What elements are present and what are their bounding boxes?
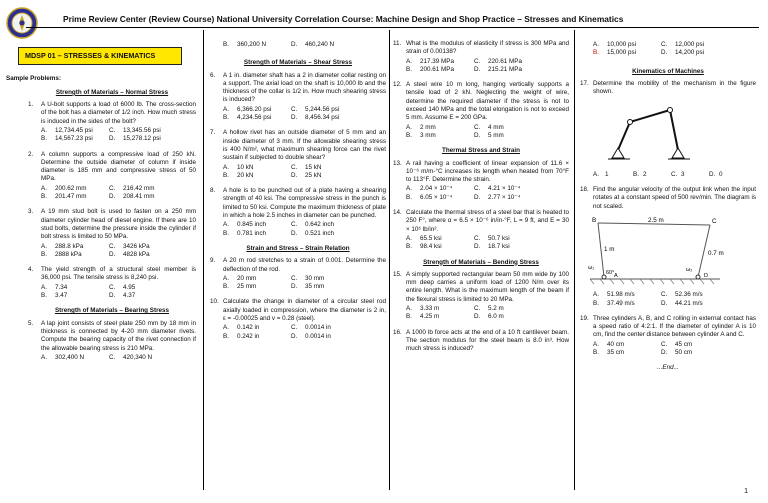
question-text: A steel wire 10 m long, hanging vertically supports a tensile load of 2 kN. Neglecting the weight of wire, determine the required diameter if the stress is not to exceed 140 MPa and the total elongation is not to exceed 5 mm. Assume E = 200 GPa. [406,81,569,122]
question-number: 16. [393,328,402,336]
label-d: D [704,272,708,279]
answer-options: A. 217.39 MPa C. 220.61 MPa B. 200.61 MPa D. 215.21 MPa [406,57,522,73]
section-bearing-stress: Strength of Materials – Bearing Stress [54,307,170,315]
question-14 [393,209,569,251]
question-9 [210,257,386,291]
question-text: Calculate the thermal stress of a steel bar that is heated to 250 F°, where α = 6.5 × 10⁻⁶ in/in-°F, L = 9 ft, and E = 30 × 10⁶ lb/in². [406,209,569,233]
question-number: 13. [393,159,402,167]
answer-options: A. 7.34 C. 4.95 B. 3.47 D. 4.37 [41,283,136,300]
question-number: 9. [210,257,216,265]
question-text: A U-bolt supports a load of 6000 lb. The cross-section of the bolt has a diameter of 1/2 inch. How much stress is induced in the sides of the bolt? [41,101,196,125]
label-ab-length: 1 m [604,245,615,253]
question-number: 15. [393,270,402,278]
answer-options: A. 20 mm C. 30 mm B. 25 mm D. 35 mm [223,274,325,291]
question-number: 3. [28,208,34,216]
question-7 [210,129,386,180]
answer-options: A. 51.98 m/s C. 52.36 m/s B. 37.49 m/s D. 44.21 m/s [593,291,703,307]
question-number: 14. [393,209,402,217]
question-11 [393,40,569,74]
section-thermal: Thermal Stress and Strain [441,147,521,155]
question-number: 7. [210,129,216,137]
question-16 [393,329,569,354]
header-rule [26,27,759,28]
question-text: A rail having a coefficient of linear expansion of 11.6 × 10⁻⁶ m/m-°C increases its length when heated from 70°F to 113°F. Determine the strain. [406,159,569,184]
answer-options: A. 200.62 mm C. 216.42 mm B. 201.47 mm D. 208.41 mm [41,184,155,201]
question-number: 5. [28,319,34,327]
label-angle: 60° [606,269,615,276]
question-text: Determine the mobility of the mechanism in the figure shown. [593,79,756,96]
question-number: 17. [580,79,589,87]
column-4 [580,40,756,488]
question-number: 18. [580,186,589,194]
question-text: Three cylinders A, B, and C rolling in external contact has a speed ratio of 4:2:1. If the diameter of cylinder A is 10 cm, find the center distance between cylinder A and C. [593,314,756,339]
question-number: 19. [580,314,589,322]
answer-options: A. 2.04 × 10⁻⁴ C. 4.21 × 10⁻⁴ B. 6.05 × 10⁻⁴ D. 2.77 × 10⁻⁴ [406,185,521,201]
answer-options: A. 3.33 m C. 5.2 m B. 4.25 m D. 6.0 m [406,305,504,321]
question-number: 1. [28,101,34,109]
question-text: A 20 m rod stretches to a strain of 0.001. Determine the deflection of the rod. [223,257,386,273]
four-bar-linkage-diagram [580,213,750,287]
answer-options: A. 40 cm C. 45 cm B. 35 cm D. 50 cm [593,340,693,357]
question-number: 4. [28,266,34,274]
module-badge: MDSP 01 – STRESSES & KINEMATICS [18,47,182,65]
column-divider [389,30,390,490]
question-text: A 1 in. diameter shaft has a 2 in diameter collar resting on a support. The axial load on the shaft is 10,000 lb and the thickness of the collar is 1/2 in. How much shearing stress is induced? [223,71,386,104]
end-marker: ...End... [657,364,679,372]
answer-options: A. 10 kN C. 15 kN B. 20 kN D. 25 kN [223,163,322,179]
question-10 [210,298,386,340]
question-1 [28,101,196,143]
column-divider [203,30,204,490]
question-19 [580,315,756,357]
answer-options-continued: A. 10,000 psi C. 12,000 psi B. 15,000 psi D. 14,200 psi [593,41,705,57]
question-12 [393,81,569,140]
question-number: 11. [393,40,402,47]
mechanism-diagram [600,102,700,162]
question-6 [210,72,386,123]
label-c: C [712,217,717,225]
answer-options: A. 65.5 ksi C. 50.7 ksi B. 98.4 ksi D. 18.7 ksi [406,234,510,251]
question-text: The yield strength of a structural steel member is 36,000 psi. The tensile stress is 8,240 psi. [41,266,196,282]
question-18 [580,186,756,211]
answer-options: A. 12,734.45 psi C. 13,345.56 psi B. 14,567.23 psi D. 15,278.12 psi [41,126,161,143]
answer-options: A. 302,400 N C. 420,340 N [41,353,153,361]
question-17 [580,80,756,97]
column-3 [393,40,569,488]
sample-problems-heading: Sample Problems: [6,74,61,82]
answer-options: A. 288.8 kPa C. 3426 kPa B. 2888 kPa D. 4828 kPa [41,242,150,258]
question-number: 6. [210,71,216,79]
question-number: 8. [210,187,216,195]
question-2 [28,151,196,202]
question-number: 10. [210,298,219,306]
question-4 [28,266,196,300]
answer-options: A. 0.845 inch C. 0.642 inch B. 0.781 inch D. 0.521 inch [223,221,335,237]
answer-options: A. 6,366.20 psi C. 5,244.56 psi B. 4,234.56 psi D. 8,456.34 psi [223,105,340,122]
column-2 [210,40,386,488]
question-text: A 1000 lb force acts at the end of a 10 ft cantilever beam. The section modulus for the steel beam is 8.0 in³. How much stress is induced? [406,328,569,353]
column-divider [574,30,575,490]
answer-options: A. 0.142 in C. 0.0014 in B. 0.242 in D. 0.0014 in [223,324,331,340]
answer-options: A. 2 mm C. 4 mm B. 3 mm D. 5 mm [406,123,504,139]
question-text: A lap joint consists of steel plate 250 mm by 18 mm in thickness is connected by 4-20 mm diameter rivets. Compute the bearing capacity of the rivet connection if the allowable bearing stress is 210 MPa. [41,319,196,352]
question-text: A simply supported rectangular beam 50 mm wide by 100 mm deep carries a uniform load of 1200 N/m over its entire length. What is the maximum length of the beam if the flexural stress is limited to 20 MPa. [406,270,569,303]
page-number: 1 [744,488,748,495]
question-number: 12. [393,81,402,89]
section-bending-stress: Strength of Materials – Bending Stress [423,258,539,266]
label-b: B [592,216,597,224]
label-omega-2: ω₂ [686,266,693,273]
column-1 [6,37,196,485]
question-13 [393,160,569,202]
page-header-title: Prime Review Center (Review Course) National University Correlation Course: Machine Design and Shop Practice – Stresses and Kinematics [63,14,624,24]
question-3 [28,208,196,259]
question-number: 2. [28,150,34,158]
section-normal-stress: Strength of Materials – Normal Stress [55,88,169,96]
section-shear-stress: Strength of Materials – Shear Stress [243,59,353,67]
label-a: A [614,272,618,279]
question-text: A hole is to be punched out of a plate having a shearing strength of 40 ksi. The compressive stress in the punch is limited to 50 ksi. Compute the maximum thickness of plate in which a hole 2.5 inches in diameter can be punched. [223,187,386,220]
question-text: A column supports a compressive load of 250 kN. Determine the outside diameter of column if inside diameter is 185 mm and compressive stress of 50 MPa. [41,150,196,183]
question-text: What is the modulus of elasticity if stress is 300 MPa and strain of 0.00138? [406,40,569,56]
school-seal-logo [6,7,38,39]
question-text: A hollow rivet has an outside diameter of 5 mm and an inside diameter of 3 mm. If the allowable shearing stress is 400 N/m², what maximum shearing force can the rivet sustain if subjected to double shear? [223,129,386,162]
answer-options: A. 1 B. 2 C. 3 D. 0 [593,170,723,178]
question-15 [393,271,569,322]
question-5 [28,320,196,362]
answer-options-continued: B. 360,200 N D. 460,240 N [223,41,335,48]
label-omega-1: ω₁ [588,264,595,271]
question-8 [210,187,386,238]
section-kinematics: Kinematics of Machines [632,67,704,75]
question-text: A 19 mm stud bolt is used to fasten on a 250 mm diameter cylinder head of diesel engine. If there are 10 stud bolts, determine the pressure inside the cylinder if bolt stress is limited to 50 MPa. [41,208,196,241]
section-strain-relation: Strain and Stress – Strain Relation [246,244,350,252]
label-bc-length: 2.5 m [648,216,664,224]
question-text: Calculate the change in diameter of a circular steel rod axially loaded in compression, where the diameter is 2 in, ε = -0.00025 and v = 0.28 (steel). [223,298,386,323]
question-text: Find the angular velocity of the output link when the input rotates at a constant speed of 500 rev/min. The diagram is not scaled. [593,186,756,210]
label-cd-length: 0.7 m [708,249,724,257]
